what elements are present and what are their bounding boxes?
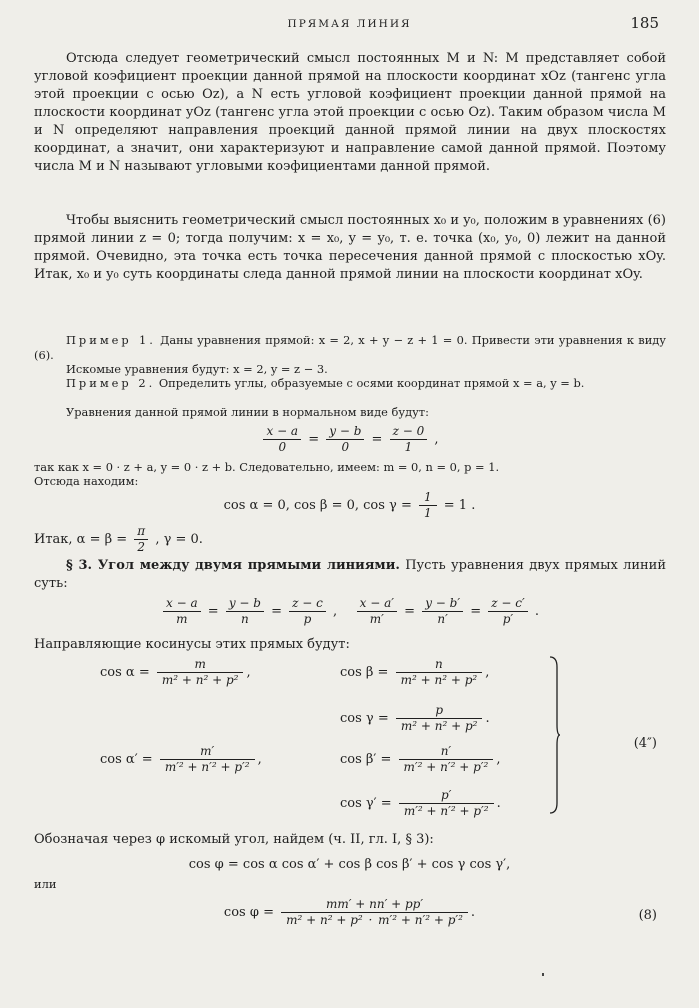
example-2 [34, 376, 666, 391]
equation-cos-phi: cos φ = cos α cos α′ + cos β cos β′ + cos γ cos γ′, [188, 857, 511, 872]
section-text: Пусть уравнения двух прямых линий суть: [34, 558, 666, 591]
paragraph-meaning-x0-y0: Чтобы выяснить геометрический смысл постоянных x₀ и y₀, положим в уравнениях (6) прямой линии z = 0; тогда получим: x = x₀, y = y₀, т. е. точка (x₀, y₀, 0) лежит на данной прямой. Очевидно, эта точка есть точка пересечения данной прямой с плоскостью xOy. Итак, x₀ и y₀ суть координаты следа данной прямой линии на плоскости координат xOy. [34, 213, 666, 282]
equation-label-4pp: (4″) [633, 736, 657, 751]
example-2-label: Пример 2. [66, 376, 156, 390]
example-2-tak: так как x = 0 · z + a, y = 0 · z + b. Следовательно, имеем: m = 0, n = 0, p = 1. [34, 460, 500, 474]
equation-label-8: (8) [638, 908, 657, 923]
section-3 [34, 557, 666, 593]
example-2-line: Уравнения данной прямой линии в нормальном виде будут: [66, 405, 429, 419]
cos-gamma: cos γ = $\frac{p}{\text{m² + n² + p²}}$ . [340, 703, 490, 733]
cos-alpha-prime: cos α′ = $\frac{m'}{\text{m′² + n′² + p′²}}$ , [100, 744, 262, 774]
example-1-answer: Искомые уравнения будут: x = 2, y = z − 3. [66, 362, 328, 376]
itak-line: Итак, α = β = $\frac{\pi}{2}$ , γ = 0. [34, 524, 203, 554]
cos-alpha: cos α = $\frac{m}{\text{m² + n² + p²}}$ , [100, 657, 251, 687]
direction-cosines-text: Направляющие косинусы этих прямых будут: [34, 637, 350, 652]
paragraph-meaning-m-n: Отсюда следует геометрический смысл постоянных M и N: M представляет собой угловой коэфициент проекции данной прямой на плоскости координат xOz (тангенс угла этой проекции с осью Oz), а N есть угловой коэфициент проекции данной прямой на плоскости координат yOz (тангенс угла этой проекции с осью Oz). Таким образом числа M и N определяют направления проекций данной прямой линии на двух плоскостях координат, а значит, они характеризуют и направление самой данной прямой. Поэтому числа M и N называют угловыми коэфициентами данной прямой. [34, 51, 666, 174]
cos-beta-prime: cos β′ = $\frac{n'}{\text{m′² + n′² + p′²}}$ , [340, 744, 501, 774]
ili-word: или [34, 877, 57, 891]
section-title: § 3. Угол между двумя прямыми линиями. [66, 558, 400, 573]
cos-beta: cos β = $\frac{n}{\text{m² + n² + p²}}$ , [340, 657, 490, 687]
running-header [0, 14, 699, 34]
example-2-text: Определить углы, образуемые с осями координат прямой x = a, y = b. [158, 376, 585, 390]
equation-normal-form: $\frac{x - a}{0}$ = $\frac{y - b}{0}$ = $\frac{z - 0}{1}$ , [0, 424, 699, 455]
page-number: 185 [630, 14, 659, 32]
equation-two-lines: $\frac{x - a}{m}$ = $\frac{y - b}{n}$ = $\frac{z - c}{p}$ , $\frac{x - a'}{m'}$ = $\frac{y - b'}{n'}$ = $\frac{z - c'}{p'}$ . [0, 596, 699, 627]
oboznachaya-line: Обозначая через φ искомый угол, найдем (ч. II, гл. I, § 3): [34, 832, 434, 847]
print-speck [542, 973, 544, 976]
equation-8: cos φ = $\frac{mm' + nn' + pp'}{\text{m² + n² + p² · m′² + n′² + p′²}}$ . [223, 897, 476, 927]
equation-cos-values: cos α = 0, cos β = 0, cos γ = $\frac{1}{1}$ = 1 . [223, 490, 476, 520]
example-1-text: Даны уравнения прямой: x = 2, x + y − z + 1 = 0. Привести эти уравнения к виду (6). [34, 333, 667, 362]
example-1 [34, 333, 666, 362]
example-2-otsyuda: Отсюда находим: [34, 474, 139, 488]
right-brace [548, 655, 560, 815]
example-1-label: Пример 1. [66, 333, 156, 347]
running-title: ПРЯМАЯ ЛИНИЯ [287, 18, 412, 30]
cos-gamma-prime: cos γ′ = $\frac{p'}{\text{m′² + n′² + p′²}}$ . [340, 788, 501, 818]
